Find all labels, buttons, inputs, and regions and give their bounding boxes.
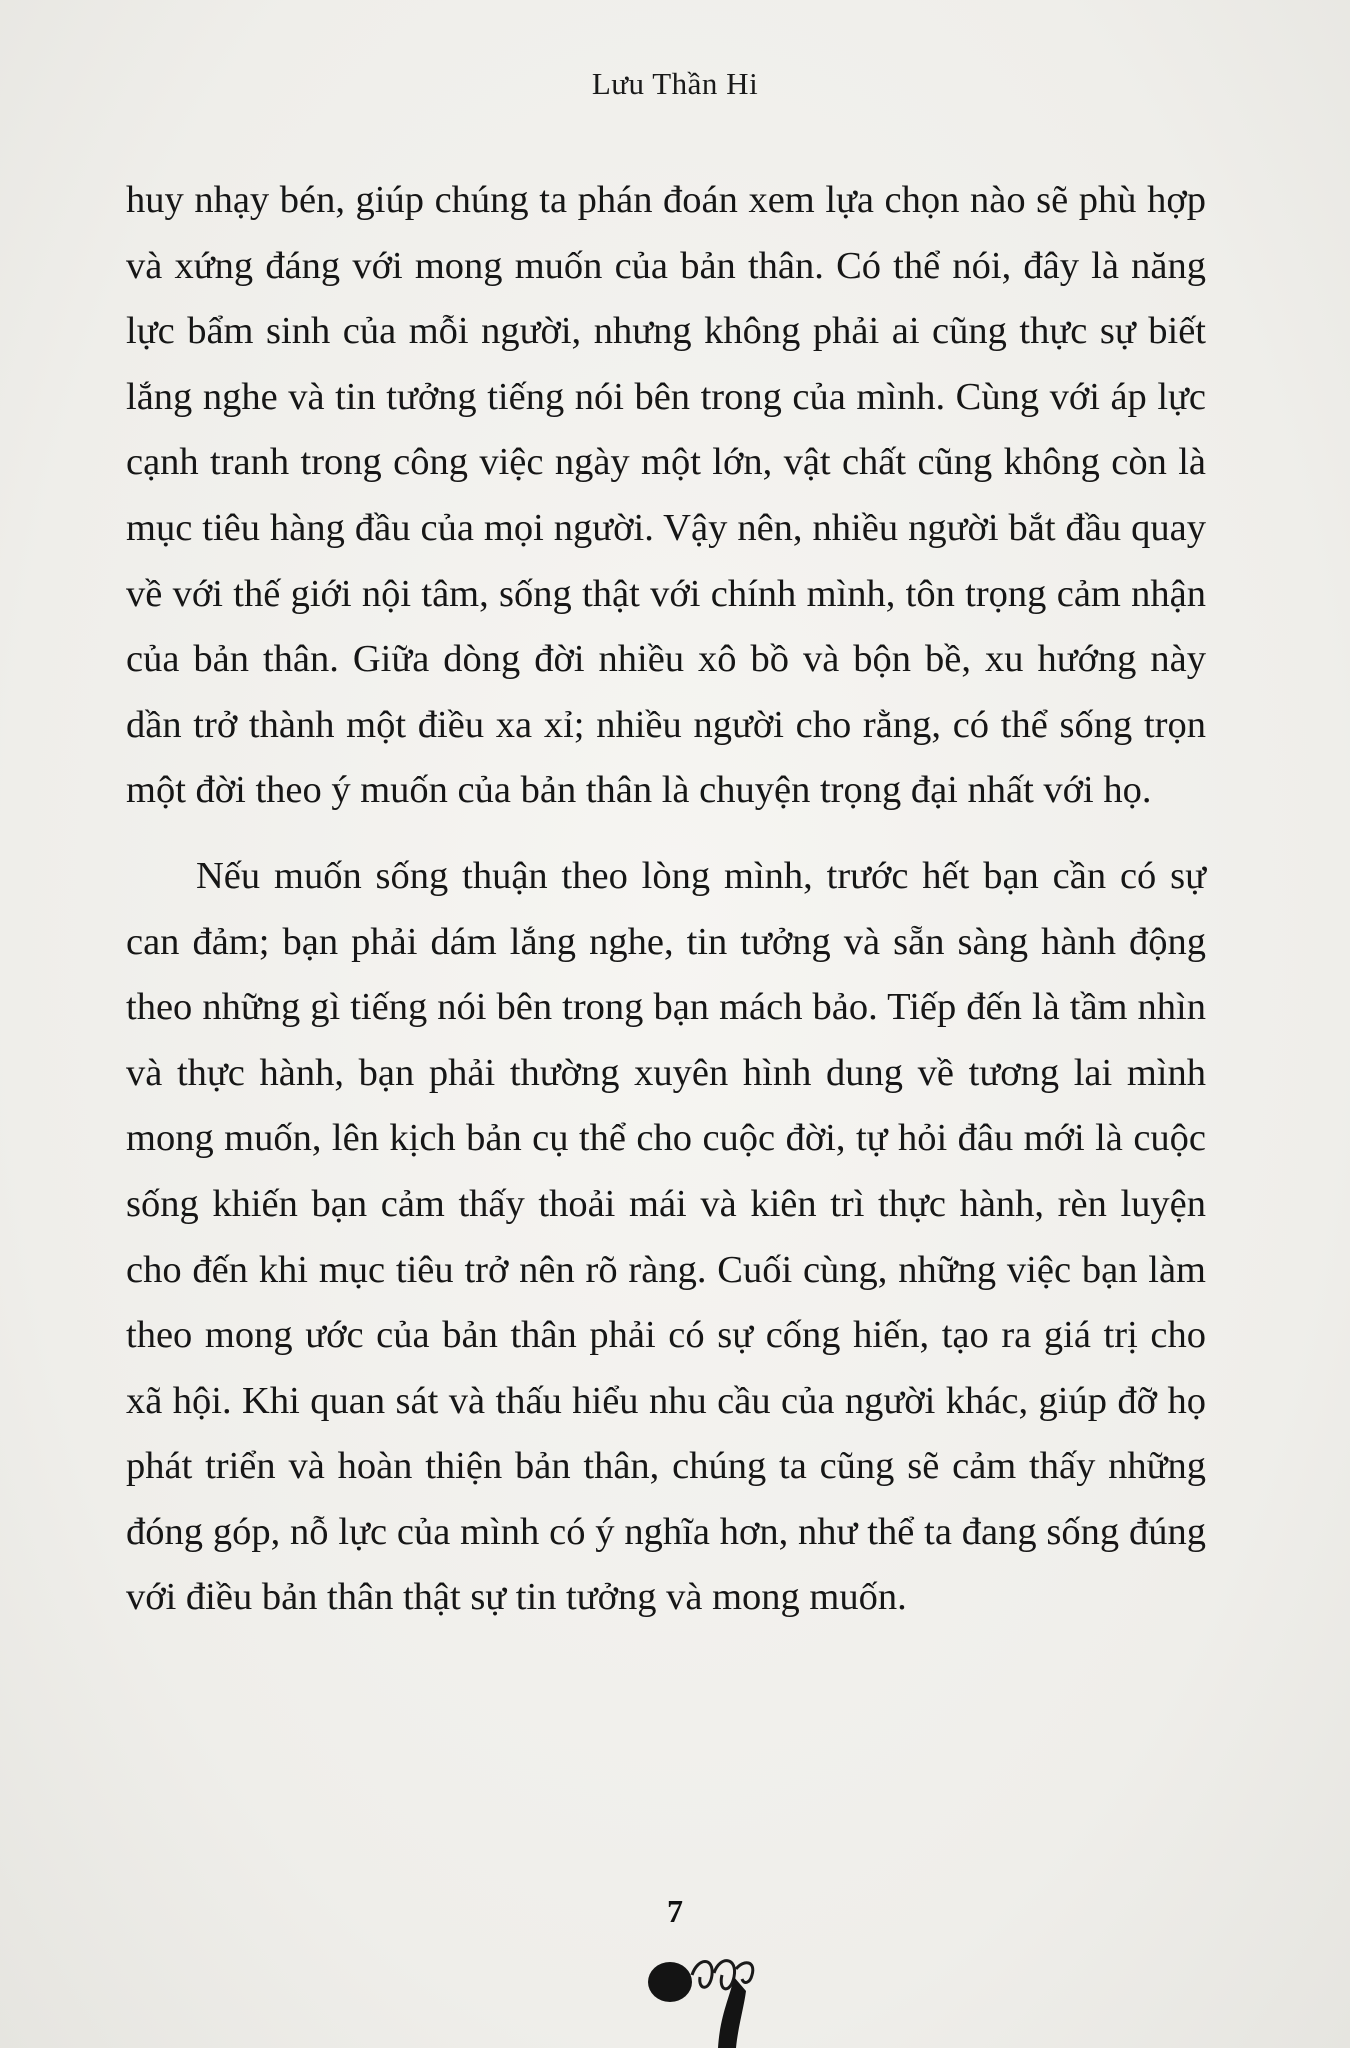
paragraph-2: Nếu muốn sống thuận theo lòng mình, trước hết bạn cần có sự can đảm; bạn phải dám lắng nghe, tin tưởng và sẵn sàng hành động theo những gì tiếng nói bên trong bạn mách bảo. Tiếp đến là tầm nhìn và thực hành, bạn phải thường xuyên hình dung về tương lai mình mong muốn, lên kịch bản cụ thể cho cuộc đời, tự hỏi đâu mới là cuộc sống khiến bạn cảm thấy thoải mái và kiên trì thực hành, rèn luyện cho đến khi mục tiêu trở nên rõ ràng. Cuối cùng, những việc bạn làm theo mong ước của bản thân phải có sự cống hiến, tạo ra giá trị cho xã hội. Khi quan sát và thấu hiểu nhu cầu của người khác, giúp đỡ họ phát triển và hoàn thiện bản thân, chúng ta cũng sẽ cảm thấy những đóng góp, nỗ lực của mình có ý nghĩa hơn, như thể ta đang sống đúng với điều bản thân thật sự tin tưởng và mong muốn. xyxy=(126,854,1206,1619)
paragraph-1: huy nhạy bén, giúp chúng ta phán đoán xem lựa chọn nào sẽ phù hợp và xứng đáng với mong muốn của bản thân. Có thể nói, đây là năng lực bẩm sinh của mỗi người, nhưng không phải ai cũng thực sự biết lắng nghe và tin tưởng tiếng nói bên trong của mình. Cùng với áp lực cạnh tranh trong công việc ngày một lớn, vật chất cũng không còn là mục tiêu hàng đầu của mọi người. Vậy nên, nhiều người bắt đầu quay về với thế giới nội tâm, sống thật với chính mình, tôn trọng cảm nhận của bản thân. Giữa dòng đời nhiều xô bồ và bộn bề, xu hướng này dần trở thành một điều xa xỉ; nhiều người cho rằng, có thể sống trọn một đời theo ý muốn của bản thân là chuyện trọng đại nhất với họ. xyxy=(126,179,1206,812)
decorative-flourish-icon xyxy=(640,1935,780,2048)
running-head-author: Lưu Thần Hi xyxy=(591,66,759,101)
page-number: 7 xyxy=(667,1893,683,1929)
body-text xyxy=(126,168,1206,1631)
